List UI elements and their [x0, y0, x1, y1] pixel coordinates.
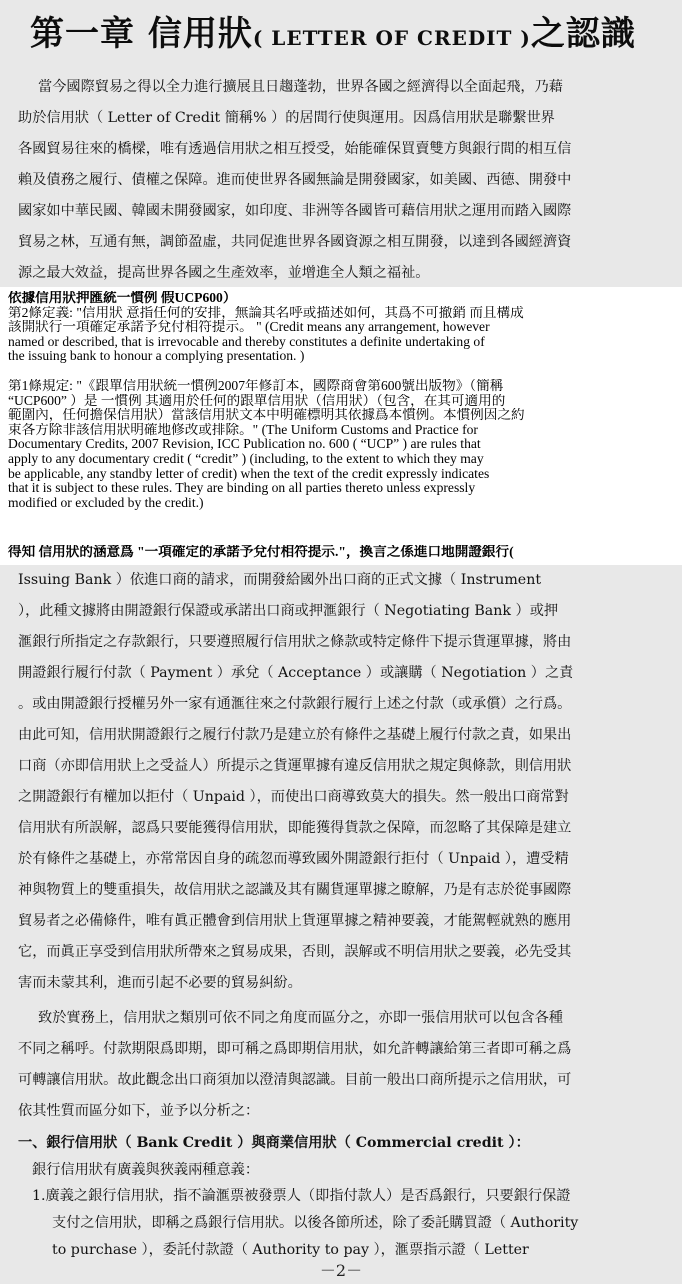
body-paragraph	[18, 565, 668, 999]
section-subheading: 銀行信用狀有廣義與狹義兩種意義：	[32, 1162, 260, 1178]
insert-line: 得知 信用狀的涵意爲 "一項確定的承諾予兌付相符提示."，換言之係進口地開證銀行(	[8, 545, 514, 559]
insert-line: modified or excluded by the credit.)	[8, 495, 204, 510]
text-line: 源之最大效益，提高世界各國之生產效率，並增進全人類之福祉。	[18, 265, 430, 281]
insert-line: “UCP600” ）是 一慣例 其適用於任何的跟單信用狀（信用狀）（包含，在其可適用的	[8, 393, 506, 408]
insert-line: Documentary Credits, 2007 Revision, ICC Publication no. 600 ( “UCP” ) are rules that	[8, 437, 481, 452]
text-line: 信用狀有所誤解，認爲只要能獲得信用狀，即能獲得貨款之保障，而忽略了其保障是建立	[18, 820, 572, 836]
types-paragraph	[18, 1003, 668, 1127]
insert-line: 範圍內，任何擔保信用狀）當該信用狀文本中明確標明其依據爲本慣例。本慣例因之約	[8, 408, 525, 423]
ucp600-conclusion	[8, 545, 676, 560]
text-line: 滙銀行所指定之存款銀行，只要遵照履行信用狀之條款或特定條件下提示貨運單據，將由	[18, 634, 572, 650]
text-line: 由此可知，信用狀開證銀行之履行付款乃是建立於有條件之基礎上履行付款之責，如果出	[18, 727, 572, 743]
ucp600-insert	[0, 287, 682, 565]
list-item-continuation: to purchase ），委託付款證（ Authority to pay ），滙票指示證（ Letter	[52, 1242, 529, 1258]
chapter-title-suffix: 之認識	[530, 14, 636, 54]
chapter-title-english: ( LETTER OF CREDIT )	[252, 26, 531, 50]
insert-line: 該開狀行一項確定承諾予兌付相符提示。 " (Credit means any arrangement, however	[8, 320, 490, 335]
insert-line: that it is subject to these rules. They are binding on all parties thereto unless expressly	[8, 481, 476, 496]
text-line: 之開證銀行有權加以拒付（ Unpaid ），而使出口商導致莫大的損失。然一般出口商常對	[18, 789, 569, 805]
insert-line: the issuing bank to honour a complying presentation. )	[8, 349, 305, 364]
list-item: 1.廣義之銀行信用狀，指不論滙票被發票人（即指付款人）是否爲銀行，只要銀行保證	[32, 1188, 571, 1204]
ucp600-article-1	[8, 379, 676, 510]
ucp600-article-2	[8, 291, 676, 364]
text-line: 國家如中華民國、韓國未開發國家，如印度、非洲等各國皆可藉信用狀之運用而踏入國際	[18, 203, 572, 219]
text-line: 賴及債務之履行、債權之保障。進而使世界各國無論是開發國家，如美國、西德、開發中	[18, 172, 572, 188]
insert-heading: 依據信用狀押匯統一慣例 假UCP600）	[8, 291, 237, 305]
text-line: ），此種文據將由開證銀行保證或承諾出口商或押滙銀行（ Negotiating Bank ）或押	[18, 603, 559, 619]
text-line: 害而未蒙其利，進而引起不必要的貿易糾紛。	[18, 975, 302, 991]
text-line: 不同之稱呼。付款期限爲即期，即可稱之爲即期信用狀，如允許轉讓給第三者即可稱之爲	[18, 1041, 572, 1057]
insert-line: 束各方除非該信用狀明確地修改或排除。" (The Uniform Customs and Practice for	[8, 422, 478, 437]
text-line: 依其性質而區分如下，並予以分析之：	[18, 1103, 260, 1119]
insert-line: 第1條規定: "《跟單信用狀統一慣例2007年修訂本，國際商會第600號出版物》（簡稱	[8, 379, 504, 393]
text-line: 貿易之林，互通有無，調節盈虛，共同促進世界各國資源之相互開發，以達到各國經濟資	[18, 234, 572, 250]
text-line: 於有條件之基礎上，亦常常因自身的疏忽而導致國外開證銀行拒付（ Unpaid ），遭受精	[18, 851, 569, 867]
section-bank-credit	[18, 1129, 668, 1264]
text-line: 。或由開證銀行授權另外一家有通滙往來之付款銀行履行上述之付款（或承償）之行爲。	[18, 696, 572, 712]
insert-line: be applicable, any standby letter of credit) when the text of the credit expressly indicates	[8, 466, 490, 481]
text-line: 貿易者之必備條件，唯有眞正體會到信用狀上貨運單據之精神要義，才能駕輕就熟的應用	[18, 913, 572, 929]
text-line: 神與物質上的雙重損失，故信用狀之認識及其有關貨運單據之瞭解，乃是有志於從事國際	[18, 882, 572, 898]
insert-line: apply to any documentary credit ( “credit” ) (including, to the extent to which they may	[8, 451, 484, 466]
chapter-title	[30, 6, 670, 54]
text-line: 開證銀行履行付款（ Payment ）承兌（ Acceptance ）或讓購（ Negotiation ）之責	[18, 665, 574, 681]
text-line: 口商（亦即信用狀上之受益人）所提示之貨運單據有違反信用狀之規定與條款，則信用狀	[18, 758, 572, 774]
insert-line: named or described, that is irrevocable and thereby constitutes a definite undertaking of	[8, 334, 485, 349]
text-line: 它，而眞正享受到信用狀所帶來之貿易成果，否則，誤解或不明信用狀之要義，必先受其	[18, 944, 572, 960]
text-line: 致於實務上，信用狀之類別可依不同之角度而區分之，亦即一張信用狀可以包含各種	[38, 1010, 563, 1026]
page-number: －2－	[319, 1261, 363, 1280]
text-line: 各國貿易往來的橋樑，唯有透過信用狀之相互授受，始能確保買賣雙方與銀行間的相互信	[18, 141, 572, 157]
intro-paragraph	[18, 72, 668, 289]
text-line: 當今國際貿易之得以全力進行擴展且日趨蓬勃，世界各國之經濟得以全面起飛，乃藉	[38, 79, 563, 95]
insert-line: 第2條定義: "信用狀 意指任何的安排，無論其名呼或描述如何，其爲不可撤銷 而且構成	[8, 305, 524, 320]
text-line: 助於信用狀（ Letter of Credit 簡稱% ）的居間行使與運用。因爲信用狀是聯繫世界	[18, 110, 555, 126]
chapter-title-text: 第一章 信用狀	[30, 14, 253, 54]
text-line: Issuing Bank ）依進口商的請求，而開發給國外出口商的正式文據（ Instrument	[18, 572, 542, 588]
section-heading: 一、銀行信用狀（ Bank Credit ）與商業信用狀（ Commercial credit ）：	[18, 1135, 530, 1151]
list-item-continuation: 支付之信用狀，即稱之爲銀行信用狀。以後各節所述，除了委託購買證（ Authority	[52, 1215, 579, 1231]
text-line: 可轉讓信用狀。故此觀念出口商須加以澄清與認識。目前一般出口商所提示之信用狀，可	[18, 1072, 572, 1088]
